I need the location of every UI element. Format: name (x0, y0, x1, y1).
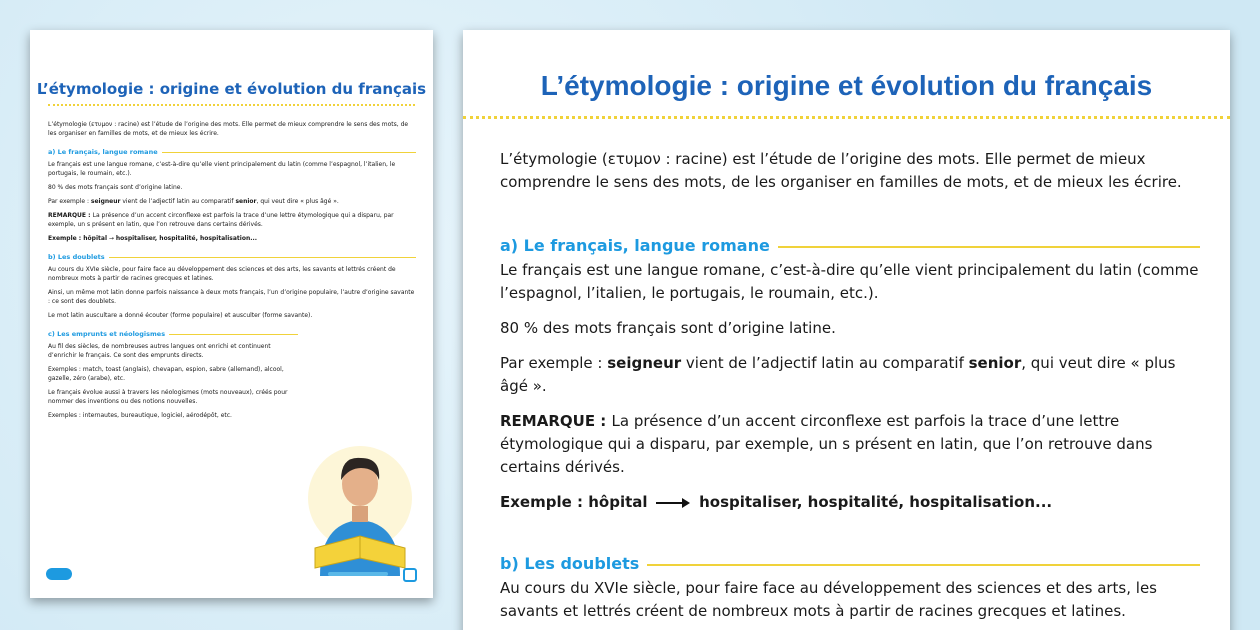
section-a-heading (500, 234, 1200, 257)
page-zoomed (463, 30, 1230, 630)
arrow-right-icon (656, 498, 690, 508)
section-a-exemple-line (500, 491, 1200, 514)
thumbnail-c-p4: Exemples : internautes, bureautique, logiciel, aérodépôt, etc. (48, 412, 232, 419)
section-a-example: Par exemple : seigneur vient de l’adjectif latin au comparatif senior, qui veut dire « plus âgé ». (500, 354, 1176, 395)
thumbnail-a-p1: Le français est une langue romane, c’est-à-dire qu’elle vient principalement du latin (comme l’espagnol, l’italien, le portugais, le roumain, etc.). (48, 161, 396, 177)
thumbnail-a-p2: 80 % des mots français sont d’origine latine. (48, 184, 183, 191)
thumbnail-title: L’étymologie : origine et évolution du français (36, 80, 427, 98)
brand-badge-icon (403, 568, 417, 582)
thumbnail-a-remark: REMARQUE : La présence d’un accent circonflexe est parfois la trace d’une lettre étymologique qui a disparu, par exemple, un s présent en latin, que l’on retrouve dans certains dérivés. (48, 212, 394, 228)
thumbnail-heading-b-text: b) Les doublets (48, 253, 105, 261)
footer-link-bar (328, 572, 388, 576)
section-a-p1: Le français est une langue romane, c’est-à-dire qu’elle vient principalement du latin (comme l’espagnol, l’italien, le portugais, le roumain, etc.). (500, 261, 1199, 302)
section-a-remark: REMARQUE : La présence d’un accent circonflexe est parfois la trace d’une lettre étymologique qui a disparu, par exemple, un s présent en latin, que l’on retrouve dans certains dérivés. (500, 412, 1153, 476)
intro-paragraph: L’étymologie (ετυμον : racine) est l’étude de l’origine des mots. Elle permet de mieux comprendre le sens des mots, de les organiser en familles de mots, et de mieux les écrire. (500, 150, 1182, 191)
thumbnail-heading-c (48, 330, 298, 339)
thumbnail-heading-a (48, 148, 416, 157)
thumbnail-b-p2: Ainsi, un même mot latin donne parfois naissance à deux mots français, l’un d’origine populaire, l’autre d’origine savante : ce sont des doublets. (48, 289, 415, 305)
thumbnail-heading-c-text: c) Les emprunts et néologismes (48, 330, 166, 338)
boy-reading-illustration (305, 428, 415, 576)
section-b-heading-text: b) Les doublets (500, 554, 640, 573)
thumbnail-title-rule (48, 104, 415, 106)
thumbnail-a-example: Par exemple : seigneur vient de l’adjectif latin au comparatif senior, qui veut dire « plus âgé ». (48, 198, 339, 205)
thumbnail-b-p3: Le mot latin auscultare a donné écouter (forme populaire) et ausculter (forme savante). (48, 312, 313, 319)
brand-logo-icon (46, 568, 72, 580)
thumbnail-intro: L’étymologie (ετυμον : racine) est l’étude de l’origine des mots. Elle permet de mieux comprendre le sens des mots, de les organiser en familles de mots, et de mieux les écrire. (48, 121, 409, 137)
section-b-rule (647, 564, 1200, 566)
section-a-heading-text: a) Le français, langue romane (500, 236, 770, 255)
exemple-derived: hospitaliser, hospitalité, hospitalisation... (699, 493, 1053, 511)
thumbnail-c-p2: Exemples : match, toast (anglais), chevapan, espion, sabre (allemand), alcool, gazelle, zéro (arabe), etc. (48, 366, 284, 382)
thumbnail-heading-b (48, 253, 416, 262)
thumbnail-body (48, 120, 416, 425)
thumbnail-heading-a-text: a) Le français, langue romane (48, 148, 158, 156)
section-b-heading (500, 552, 1200, 575)
exemple-label: Exemple : hôpital (500, 493, 648, 511)
page-body (500, 148, 1200, 630)
thumbnail-b-p1: Au cours du XVIe siècle, pour faire face au développement des sciences et des arts, les savants et lettrés créent de nombreux mots à partir de racines grecques et latines. (48, 266, 396, 282)
page-title: L’étymologie : origine et évolution du français (540, 70, 1153, 101)
section-a-p2: 80 % des mots français sont d’origine latine. (500, 319, 836, 337)
thumbnail-c-p3: Le français évolue aussi à travers les néologismes (mots nouveaux), créés pour nommer des inventions ou des notions nouvelles. (48, 389, 288, 405)
thumbnail-c-p1: Au fil des siècles, de nombreuses autres langues ont enrichi et continuent d’enrichir le français. Ce sont des emprunts directs. (48, 343, 271, 359)
section-b-p1: Au cours du XVIe siècle, pour faire face au développement des sciences et des arts, les savants et lettrés créent de nombreux mots à partir de racines grecques et latines. (500, 579, 1157, 620)
title-rule (463, 116, 1230, 119)
section-a-rule (778, 246, 1200, 248)
page-thumbnail[interactable] (30, 30, 433, 598)
thumbnail-a-exemple: Exemple : hôpital → hospitaliser, hospitalité, hospitalisation... (48, 235, 258, 242)
